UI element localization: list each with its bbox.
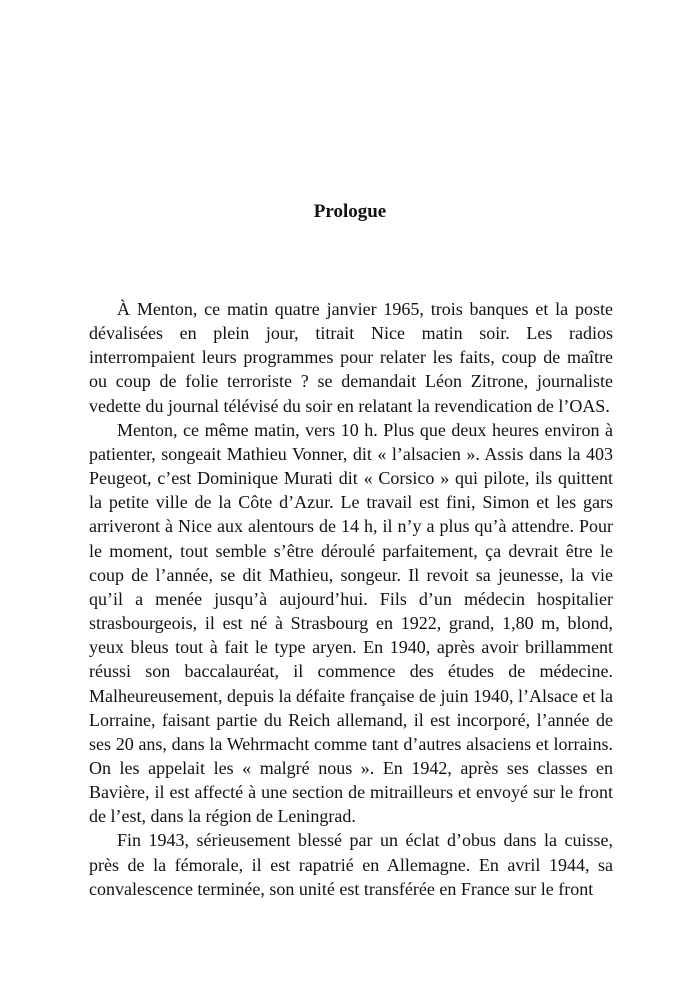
paragraph: À Menton, ce matin quatre janvier 1965, trois banques et la poste dévalisées en plein jour, titrait Nice matin soir. Les radios interrompaient leurs programmes pour relater les faits, coup de maître ou coup de folie terroriste ? se demandait Léon Zitrone, journaliste vedette du journal télévisé du soir en relatant la revendication de l’OAS. [89,299,613,416]
body-text [89,297,613,901]
paragraph: Menton, ce même matin, vers 10 h. Plus que deux heures environ à patienter, songeait Mathieu Vonner, dit « l’alsacien ». Assis dans la 403 Peugeot, c’est Dominique Murati dit « Corsico » qui pilote, ils quittent la petite ville de la Côte d’Azur. Le travail est fini, Simon et les gars arriveront à Nice aux alentours de 14 h, il n’y a plus qu’à attendre. Pour le moment, tout semble s’être déroulé parfaitement, ça devrait être le coup de l’année, se dit Mathieu, songeur. Il revoit sa jeunesse, la vie qu’il a menée jusqu’à aujourd’hui. Fils d’un médecin hospitalier strasbourgeois, il est né à Strasbourg en 1922, grand, 1,80 m, blond, yeux bleus tout à fait le type aryen. En 1940, après avoir brillamment réussi son baccalauréat, il commence des études de médecine. Malheureusement, depuis la défaite française de juin 1940, l’Alsace et la Lorraine, faisant partie du Reich allemand, il est incorporé, l’année de ses 20 ans, dans la Wehrmacht comme tant d’autres alsaciens et lorrains. On les appelait les « malgré nous ». En 1942, après ses classes en Bavière, il est affecté à une section de mitrailleurs et envoyé sur le front de l’est, dans la région de Leningrad. [89,419,613,827]
paragraph: Fin 1943, sérieusement blessé par un éclat d’obus dans la cuisse, près de la fémorale, il est rapatrié en Allemagne. En avril 1944, sa convalescence terminée, son unité est transférée en France sur le front [89,830,613,899]
chapter-title: Prologue [313,201,387,222]
